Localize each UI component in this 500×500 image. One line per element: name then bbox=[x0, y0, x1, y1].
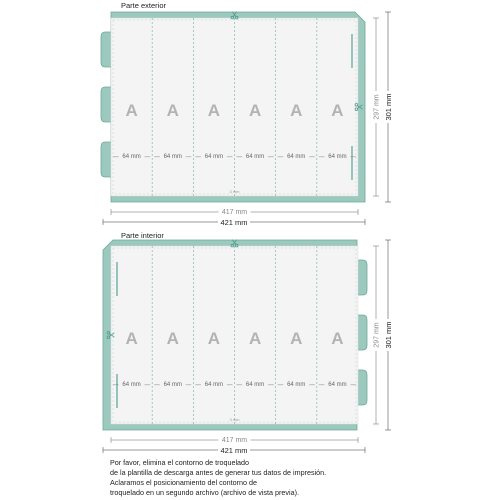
note-line-4: troquelado en un segundo archivo (archivo de vista previa). bbox=[110, 488, 299, 497]
panel-letter: A bbox=[290, 328, 303, 348]
panel-letter: A bbox=[290, 100, 303, 120]
panel-letter: A bbox=[331, 100, 344, 120]
bleed-note: 3 mm bbox=[229, 417, 240, 422]
panel-letter: A bbox=[166, 100, 179, 120]
note-line-1: Por favor, elimina el contorno de troquelado bbox=[110, 458, 250, 467]
panel-letter: A bbox=[125, 328, 138, 348]
inner-height-label: 297 mm bbox=[373, 322, 381, 348]
inner-width-label: 417 mm bbox=[221, 209, 248, 216]
panel-width-label: 64 mm bbox=[122, 153, 141, 160]
outer-height-label: 301 mm bbox=[384, 93, 393, 121]
panel-width-label: 64 mm bbox=[328, 153, 347, 160]
panel-letter: A bbox=[248, 100, 262, 120]
panel-width-label: 64 mm bbox=[287, 153, 306, 160]
panel-title: Parte interior bbox=[121, 231, 164, 240]
panel-width-label: 64 mm bbox=[204, 153, 224, 160]
panel-width-label: 64 mm bbox=[163, 153, 182, 160]
bleed-note: 3 mm bbox=[229, 189, 240, 194]
panel-width-label: 64 mm bbox=[204, 381, 224, 388]
panel-width-label: 64 mm bbox=[328, 381, 347, 388]
panel-width-label: 64 mm bbox=[245, 381, 265, 388]
inner-height-label: 297 mm bbox=[373, 94, 381, 120]
panel-width-label: 64 mm bbox=[163, 381, 182, 388]
note-line-2: de la plantilla de descarga antes de generar tus datos de impresión. bbox=[110, 468, 327, 477]
panel-width-label: 64 mm bbox=[287, 381, 306, 388]
panel-letter: A bbox=[207, 100, 221, 120]
panel-width-label: 64 mm bbox=[122, 381, 141, 388]
panel-title: Parte exterior bbox=[121, 1, 167, 10]
template-panel-1 bbox=[101, 1, 393, 227]
inner-width-label: 417 mm bbox=[221, 437, 248, 444]
panel-letter: A bbox=[331, 328, 344, 348]
panel-letter: A bbox=[207, 328, 221, 348]
panel-letter: A bbox=[248, 328, 262, 348]
panel-width-label: 64 mm bbox=[245, 153, 265, 160]
outer-width-label: 421 mm bbox=[220, 218, 248, 227]
print-note bbox=[110, 458, 490, 498]
note-line-3: Aclaramos el posicionamiento del contorno de bbox=[110, 478, 258, 487]
panel-letter: A bbox=[125, 100, 138, 120]
panel-letter: A bbox=[166, 328, 179, 348]
outer-height-label: 301 mm bbox=[384, 321, 393, 349]
template-panel-2 bbox=[103, 231, 393, 455]
outer-width-label: 421 mm bbox=[220, 446, 248, 455]
